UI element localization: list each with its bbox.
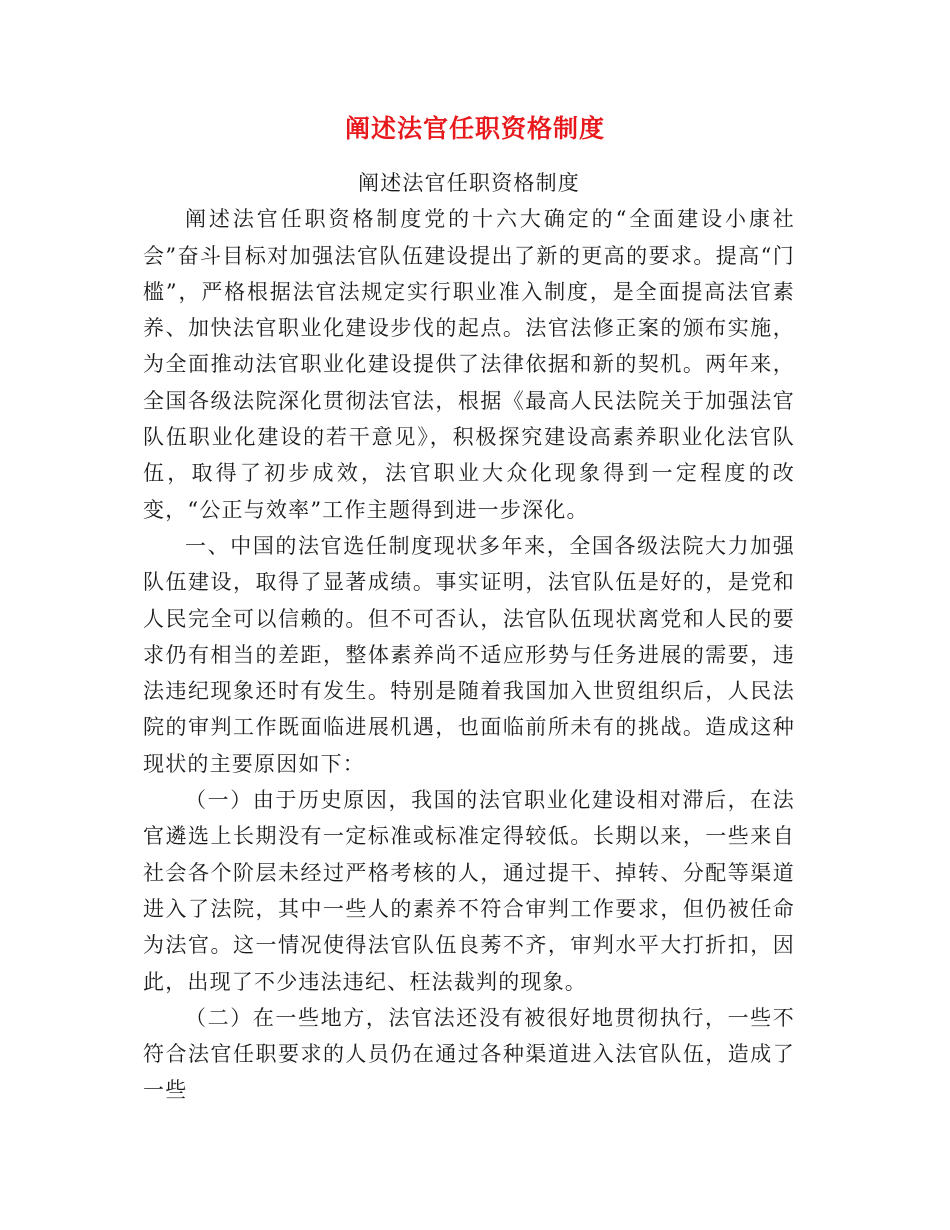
document-body xyxy=(143,165,795,1109)
paragraph-intro: 阐述法官任职资格制度党的十六大确定的“全面建设小康社会”奋斗目标对加强法官队伍建设提出了新的更高的要求。提高“门槛”，严格根据法官法规定实行职业准入制度，是全面提高法官素养、加快法官职业化建设步伐的起点。法官法修正案的颁布实施，为全面推动法官职业化建设提供了法律依据和新的契机。两年来，全国各级法院深化贯彻法官法，根据《最高人民法院关于加强法官队伍职业化建设的若干意见》，积极探究建设高素养职业化法官队伍，取得了初步成效，法官职业大众化现象得到一定程度的改变，“公正与效率”工作主题得到进一步深化。 xyxy=(143,207,795,522)
paragraph-item-two: （二）在一些地方，法官法还没有被很好地贯彻执行，一些不符合法官任职要求的人员仍在通过各种渠道进入法官队伍，造成了一些 xyxy=(143,1005,795,1103)
paragraph-item-one: （一）由于历史原因，我国的法官职业化建设相对滞后，在法官遴选上长期没有一定标准或标准定得较低。长期以来，一些来自社会各个阶层未经过严格考核的人，通过提干、掉转、分配等渠道进入了法院，其中一些人的素养不符合审判工作要求，但仍被任命为法官。这一情况使得法官队伍良莠不齐，审判水平大打折扣，因此，出现了不少违法违纪、枉法裁判的现象。 xyxy=(143,788,795,994)
document-subtitle: 阐述法官任职资格制度 xyxy=(358,171,580,195)
paragraph-section-one: 一、中国的法官选任制度现状多年来，全国各级法院大力加强队伍建设，取得了显著成绩。事实证明，法官队伍是好的，是党和人民完全可以信赖的。但不可否认，法官队伍现状离党和人民的要求仍有相当的差距，整体素养尚不适应形势与任务进展的需要，违法违纪现象还时有发生。特别是随着我国加入世贸组织后，人民法院的审判工作既面临进展机遇，也面临前所未有的挑战。造成这种现状的主要原因如下： xyxy=(143,533,795,776)
document-title: 阐述法官任职资格制度 xyxy=(344,114,605,143)
